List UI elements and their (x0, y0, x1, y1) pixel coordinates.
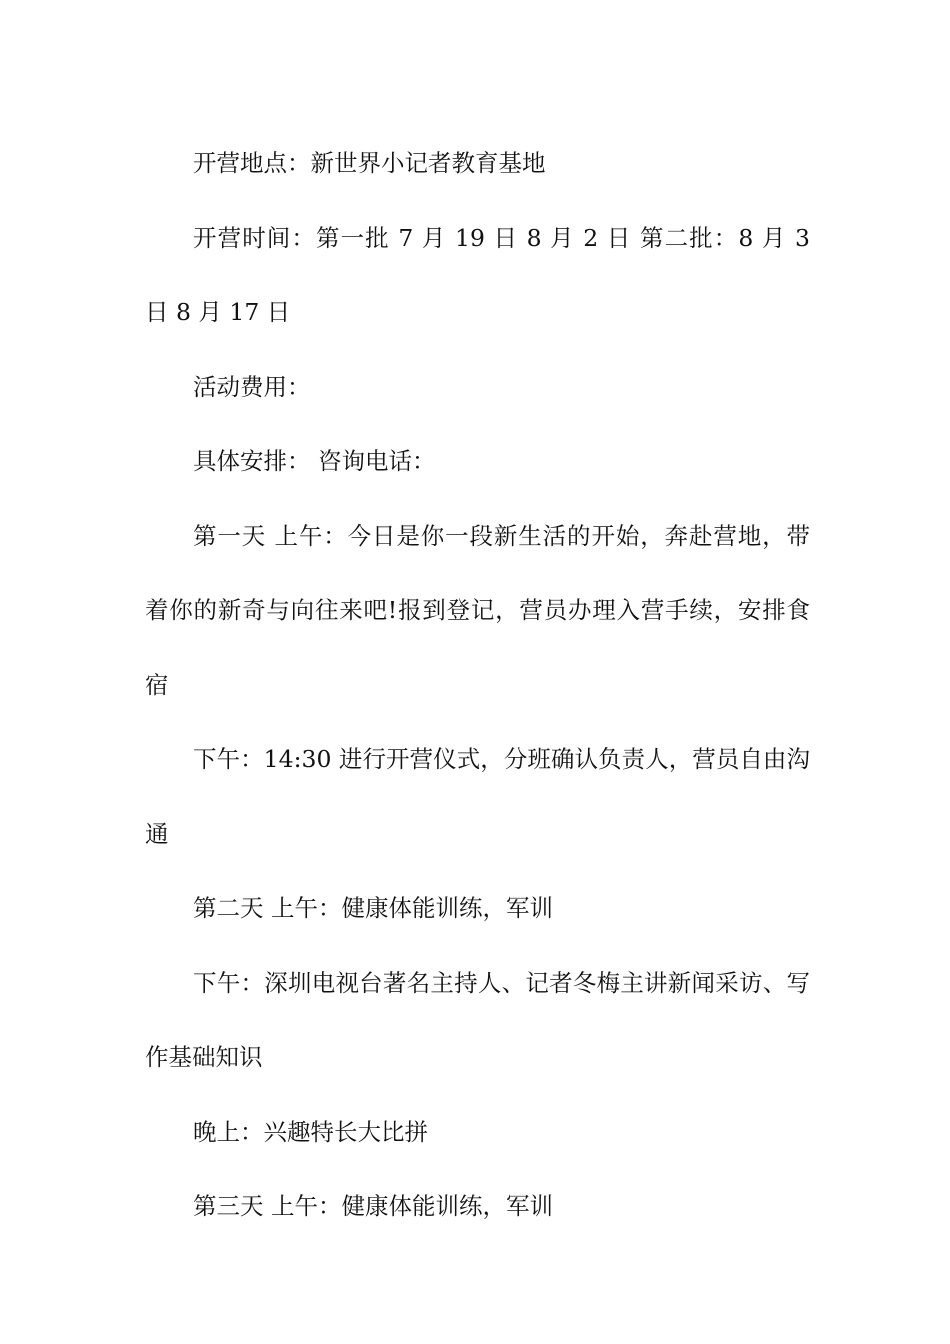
paragraph-day2-morning: 第二天 上午：健康体能训练，军训 (193, 894, 553, 922)
paragraph-arrangement: 具体安排： 咨询电话： (193, 447, 436, 475)
paragraph-day1-afternoon: 下午：14:30 进行开营仪式，分班确认负责人，营员自由沟通 (145, 745, 810, 848)
paragraph-day1-morning: 第一天 上午：今日是你一段新生活的开始，奔赴营地，带着你的新奇与向往来吧!报到登记，营员办理入营手续，安排食宿 (145, 521, 810, 699)
paragraph-day2-evening: 晚上：兴趣特长大比拼 (193, 1117, 428, 1146)
document-page (145, 126, 810, 1244)
paragraph-day2-afternoon: 下午：深圳电视台著名主持人、记者冬梅主讲新闻采访、写作基础知识 (145, 968, 810, 1071)
paragraph-activity-fee: 活动费用： (193, 372, 311, 401)
paragraph-day3-morning: 第三天 上午：健康体能训练，军训 (193, 1192, 553, 1220)
paragraph-camp-location: 开营地点：新世界小记者教育基地 (193, 149, 546, 177)
paragraph-camp-time: 开营时间：第一批 7 月 19 日 8 月 2 日 第二批：8 月 3 日 8 月 17 日 (145, 223, 810, 326)
